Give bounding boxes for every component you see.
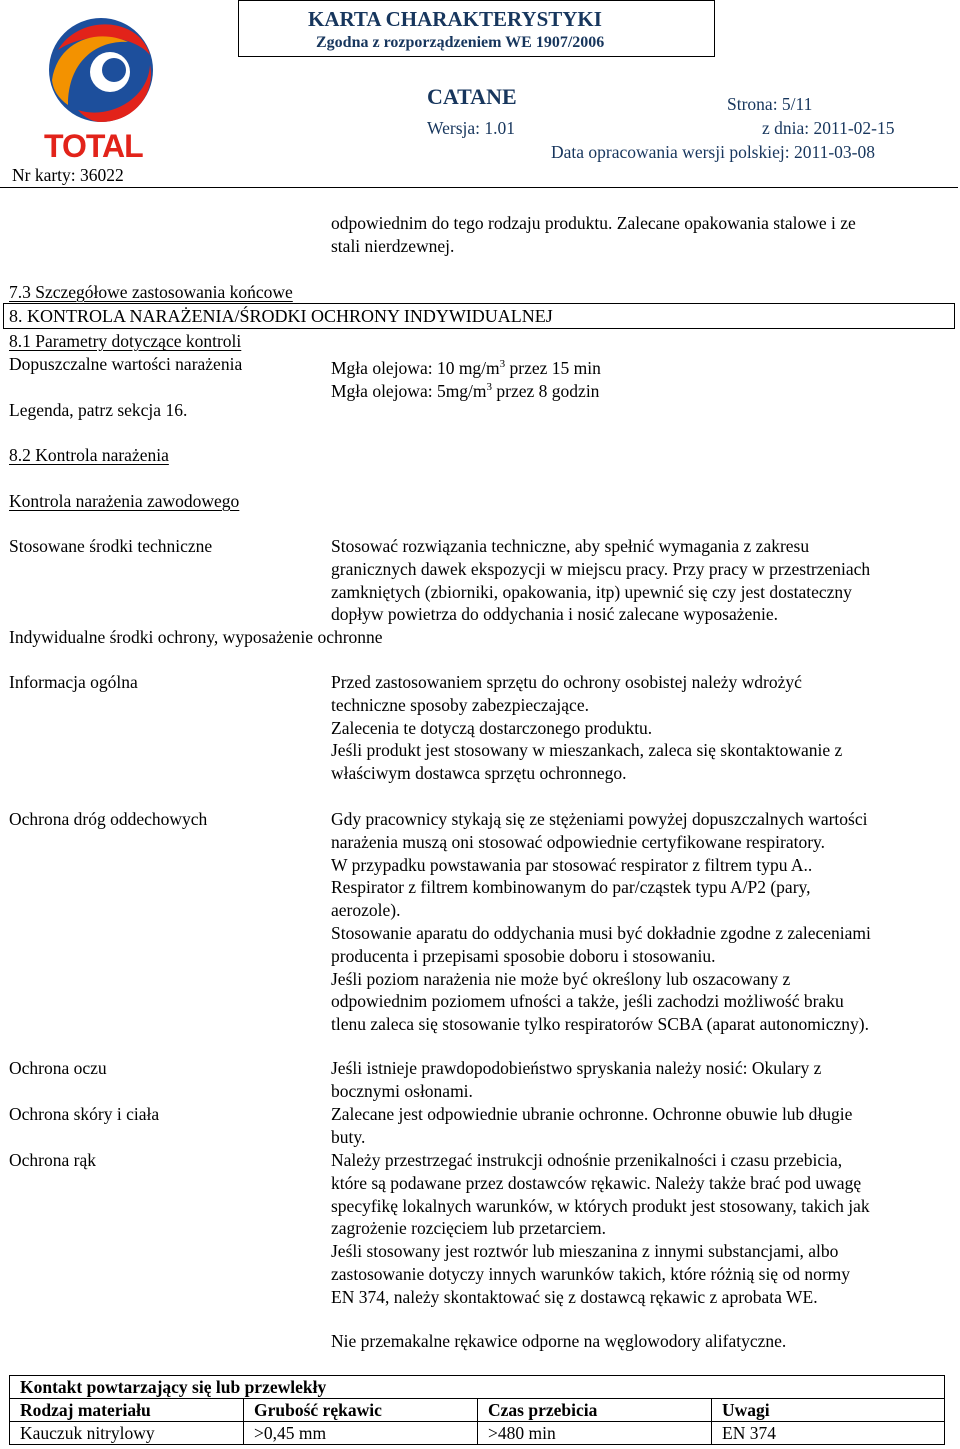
respiratory-text bbox=[331, 808, 871, 1036]
superscript: 3 bbox=[486, 381, 493, 393]
text-line: tlenu zaleca się stosowanie tylko respiratorów SCBA (aparat autonomiczny). bbox=[331, 1014, 869, 1035]
hands-label: Ochrona rąk bbox=[9, 1150, 96, 1170]
table-row bbox=[10, 1422, 945, 1445]
table-title-row bbox=[10, 1376, 945, 1399]
general-label: Informacja ogólna bbox=[9, 672, 138, 692]
text-line: dopływ powietrza do oddychania i nosić zalecane wyposażenie. bbox=[331, 604, 779, 625]
text-line: aerozole). bbox=[331, 900, 401, 921]
legend-note: Legenda, patrz sekcja 16. bbox=[9, 400, 188, 420]
skin-label: Ochrona skóry i ciała bbox=[9, 1104, 160, 1124]
table-header-row bbox=[10, 1399, 945, 1422]
text-line: Przed zastosowaniem sprzętu do ochrony osobistej należy wdrożyć bbox=[331, 672, 802, 692]
text-line: Jeśli istnieje prawdopodobieństwo spryskania należy nosić: Okulary z bbox=[331, 1058, 822, 1078]
text-line: producenta i przepisami sposobie doboru i stosowaniu. bbox=[331, 945, 716, 966]
exposure-duration-1: przez 15 min bbox=[505, 357, 601, 378]
document-subtitle: Zgodna z rozporządzeniem WE 1907/2006 bbox=[316, 34, 605, 51]
exposure-text-1: Mgła olejowa: 10 mg/m bbox=[331, 357, 500, 378]
text-line: narażenia muszą oni stosować odpowiednie certyfikowane respiratory. bbox=[331, 831, 826, 852]
text-line: Stosować rozwiązania techniczne, aby spełnić wymagania z zakresu bbox=[331, 536, 810, 556]
table-cell: >0,45 mm bbox=[244, 1422, 478, 1445]
text-line: specyfikę lokalnych warunków, w których produkt jest stosowany, takich jak bbox=[331, 1195, 870, 1216]
text-line: które są podawane przez dostawców rękawic. Należy także brać pod uwagę bbox=[331, 1172, 862, 1193]
exposure-value-2 bbox=[331, 376, 599, 403]
superscript: 3 bbox=[499, 358, 506, 370]
page-number: Strona: 5/11 bbox=[727, 94, 813, 114]
text-line: Zalecane jest odpowiednie ubranie ochronne. Ochronne obuwie lub długie bbox=[331, 1104, 853, 1124]
product-name: CATANE bbox=[427, 84, 517, 109]
hands-note: Nie przemakalne rękawice odporne na węglowodory alifatyczne. bbox=[331, 1331, 787, 1351]
version-label: Wersja: 1.01 bbox=[427, 118, 516, 138]
column-header: Rodzaj materiału bbox=[10, 1399, 244, 1422]
column-header: Czas przebicia bbox=[478, 1399, 712, 1422]
text-line: Jeśli poziom narażenia nie może być określony lub oszacowany z bbox=[331, 968, 791, 989]
column-header: Grubość rękawic bbox=[244, 1399, 478, 1422]
intro-line: odpowiednim do tego rodzaju produktu. Zalecane opakowania stalowe i ze bbox=[331, 213, 856, 233]
exposure-text-2: Mgła olejowa: 5mg/m bbox=[331, 380, 487, 401]
text-line: Respirator z filtrem kombinowanym do par/cząstek typu A/P2 (pary, bbox=[331, 877, 811, 898]
text-line: Jeśli produkt jest stosowany w mieszankach, zaleca się skontaktowanie z bbox=[331, 740, 843, 761]
polish-version-date: Data opracowania wersji polskiej: 2011-03-08 bbox=[551, 142, 875, 162]
text-line: Gdy pracownicy stykają się ze stężeniami powyżej dopuszczalnych wartości bbox=[331, 809, 868, 829]
text-line: zagrożenie rozcięciem lub przetarciem. bbox=[331, 1218, 606, 1239]
ppe-heading: Indywidualne środki ochrony, wyposażenie ochronne bbox=[9, 627, 383, 647]
section-7-3-heading: 7.3 Szczegółowe zastosowania końcowe bbox=[9, 282, 293, 302]
respiratory-label: Ochrona dróg oddechowych bbox=[9, 809, 208, 829]
text-line: buty. bbox=[331, 1126, 366, 1147]
text-line: bocznymi osłonami. bbox=[331, 1080, 473, 1101]
document-title: KARTA CHARAKTERYSTYKI bbox=[308, 7, 602, 31]
exposure-duration-2: przez 8 godzin bbox=[492, 380, 600, 401]
occupational-heading: Kontrola narażenia zawodowego bbox=[9, 491, 240, 511]
technical-text bbox=[331, 535, 870, 626]
text-line: właściwym dostawca sprzętu ochronnego. bbox=[331, 763, 627, 784]
text-line: Zalecenia te dotyczą dostarczonego produktu. bbox=[331, 717, 653, 738]
logo-text: TOTAL bbox=[44, 128, 143, 164]
table-cell: >480 min bbox=[478, 1422, 712, 1445]
eyes-label: Ochrona oczu bbox=[9, 1058, 107, 1078]
intro-line: stali nierdzewnej. bbox=[331, 235, 455, 256]
section-8-1-heading: 8.1 Parametry dotyczące kontroli bbox=[9, 331, 242, 351]
general-text bbox=[331, 671, 842, 785]
text-line: odpowiednim poziomem ufności a także, jeśli zachodzi możliwość braku bbox=[331, 991, 844, 1012]
table-title: Kontakt powtarzający się lub przewlekły bbox=[10, 1376, 945, 1399]
column-header: Uwagi bbox=[712, 1399, 945, 1422]
text-line: granicznych dawek ekspozycji w miejscu pracy. Przy pracy w przestrzeniach bbox=[331, 558, 871, 579]
exposure-label: Dopuszczalne wartości narażenia bbox=[9, 354, 243, 374]
technical-label: Stosowane środki techniczne bbox=[9, 536, 213, 556]
text-line: W przypadku powstawania par stosować respirator z filtrem typu A.. bbox=[331, 854, 813, 875]
text-line: techniczne sposoby zabezpieczające. bbox=[331, 694, 589, 715]
section-8-2-heading: 8.2 Kontrola narażenia bbox=[9, 445, 169, 465]
text-line: Stosowanie aparatu do oddychania musi być dokładnie zgodne z zaleceniami bbox=[331, 922, 871, 943]
issue-date: z dnia: 2011-02-15 bbox=[762, 118, 895, 138]
section-8-heading: 8. KONTROLA NARAŻENIA/ŚRODKI OCHRONY INDYWIDUALNEJ bbox=[9, 306, 553, 326]
skin-text bbox=[331, 1103, 852, 1149]
text-line: Należy przestrzegać instrukcji odnośnie przenikalności i czasu przebicia, bbox=[331, 1150, 843, 1170]
text-line: Jeśli stosowany jest roztwór lub mieszanina z innymi substancjami, albo bbox=[331, 1241, 839, 1262]
total-logo bbox=[38, 10, 164, 162]
eyes-text bbox=[331, 1057, 821, 1103]
text-line: zamkniętych (zbiorniki, opakowania, itp) upewnić się czy jest dostateczny bbox=[331, 581, 852, 602]
intro-text bbox=[331, 212, 856, 258]
text-line: EN 374, należy skontaktować się z dostawcą rękawic z aprobata WE. bbox=[331, 1286, 818, 1307]
hands-text bbox=[331, 1149, 870, 1309]
text-line: zastosowanie dotyczy innych warunków takich, które różnią się od normy bbox=[331, 1263, 851, 1284]
card-number: Nr karty: 36022 bbox=[12, 165, 124, 185]
table-cell: EN 374 bbox=[712, 1422, 945, 1445]
table-cell: Kauczuk nitrylowy bbox=[10, 1422, 244, 1445]
glove-table bbox=[9, 1375, 945, 1445]
